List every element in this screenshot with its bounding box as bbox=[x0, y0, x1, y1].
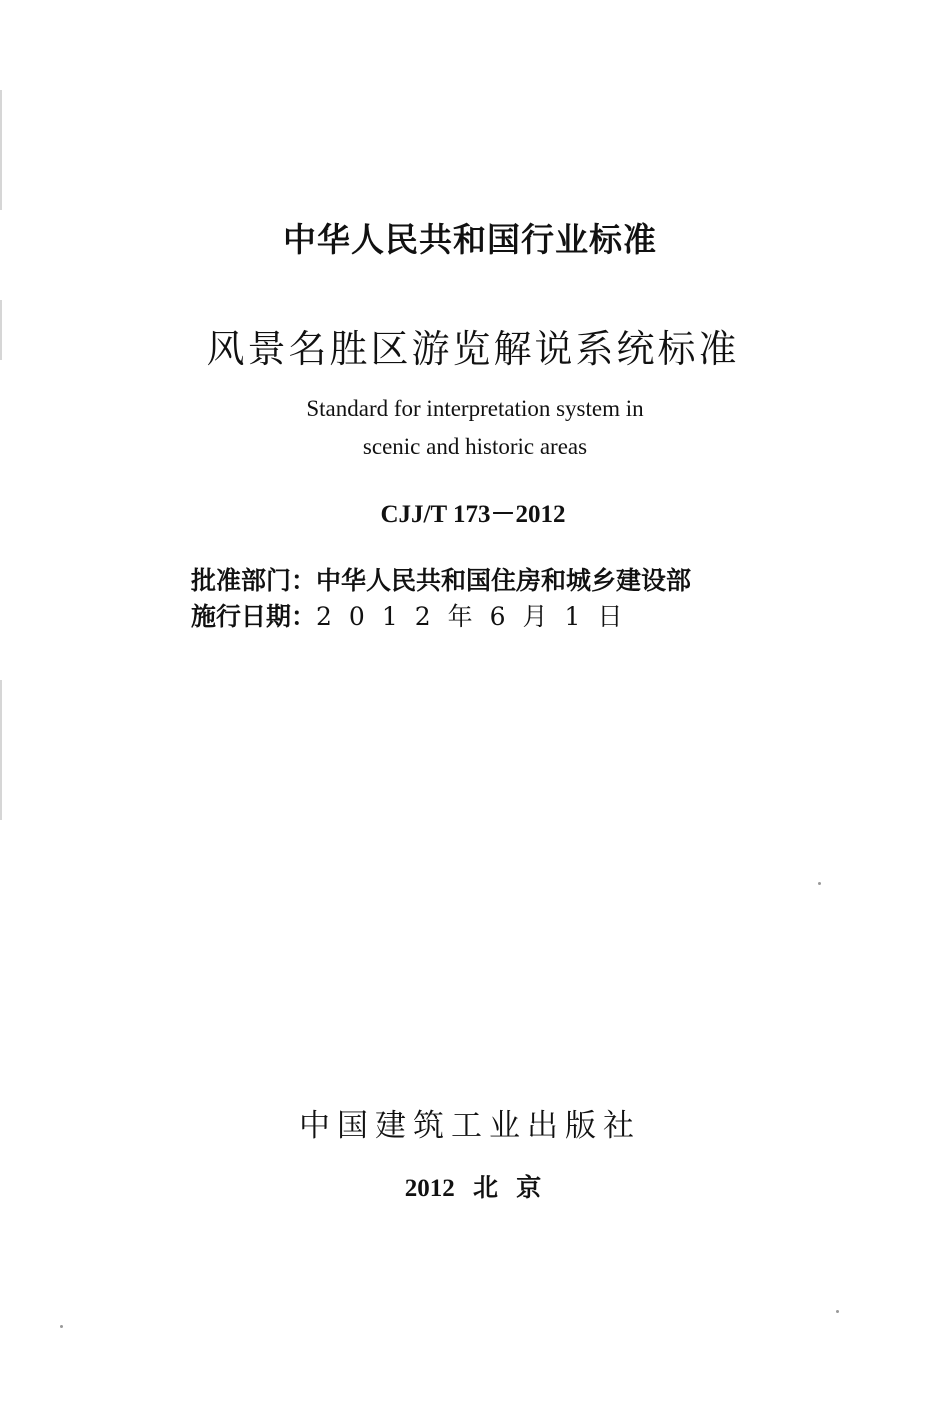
scan-speck bbox=[818, 882, 821, 885]
approval-department-row bbox=[191, 561, 691, 597]
effective-date-row bbox=[191, 597, 639, 633]
approval-value: 中华人民共和国住房和城乡建设部 bbox=[316, 566, 692, 595]
publication-year-place: 2012 北 京 bbox=[404, 1175, 542, 1202]
effective-date-value: 2012年6月1日 bbox=[316, 602, 640, 631]
scan-speck bbox=[836, 1310, 839, 1313]
english-title-line-2: scenic and historic areas bbox=[362, 434, 588, 459]
standard-number: CJJ/T 173－2012 bbox=[380, 501, 566, 528]
effective-label: 施行日期： bbox=[191, 602, 317, 631]
scan-edge-mark bbox=[0, 90, 2, 210]
approval-label: 批准部门： bbox=[191, 566, 317, 595]
english-title-line-1: Standard for interpretation system in bbox=[306, 396, 644, 421]
series-title: 中华人民共和国行业标准 bbox=[283, 220, 657, 259]
scan-edge-mark bbox=[0, 680, 2, 820]
main-title: 风景名胜区游览解说系统标准 bbox=[206, 327, 740, 371]
scan-speck bbox=[60, 1325, 63, 1328]
publisher-name: 中国建筑工业出版社 bbox=[299, 1108, 641, 1144]
